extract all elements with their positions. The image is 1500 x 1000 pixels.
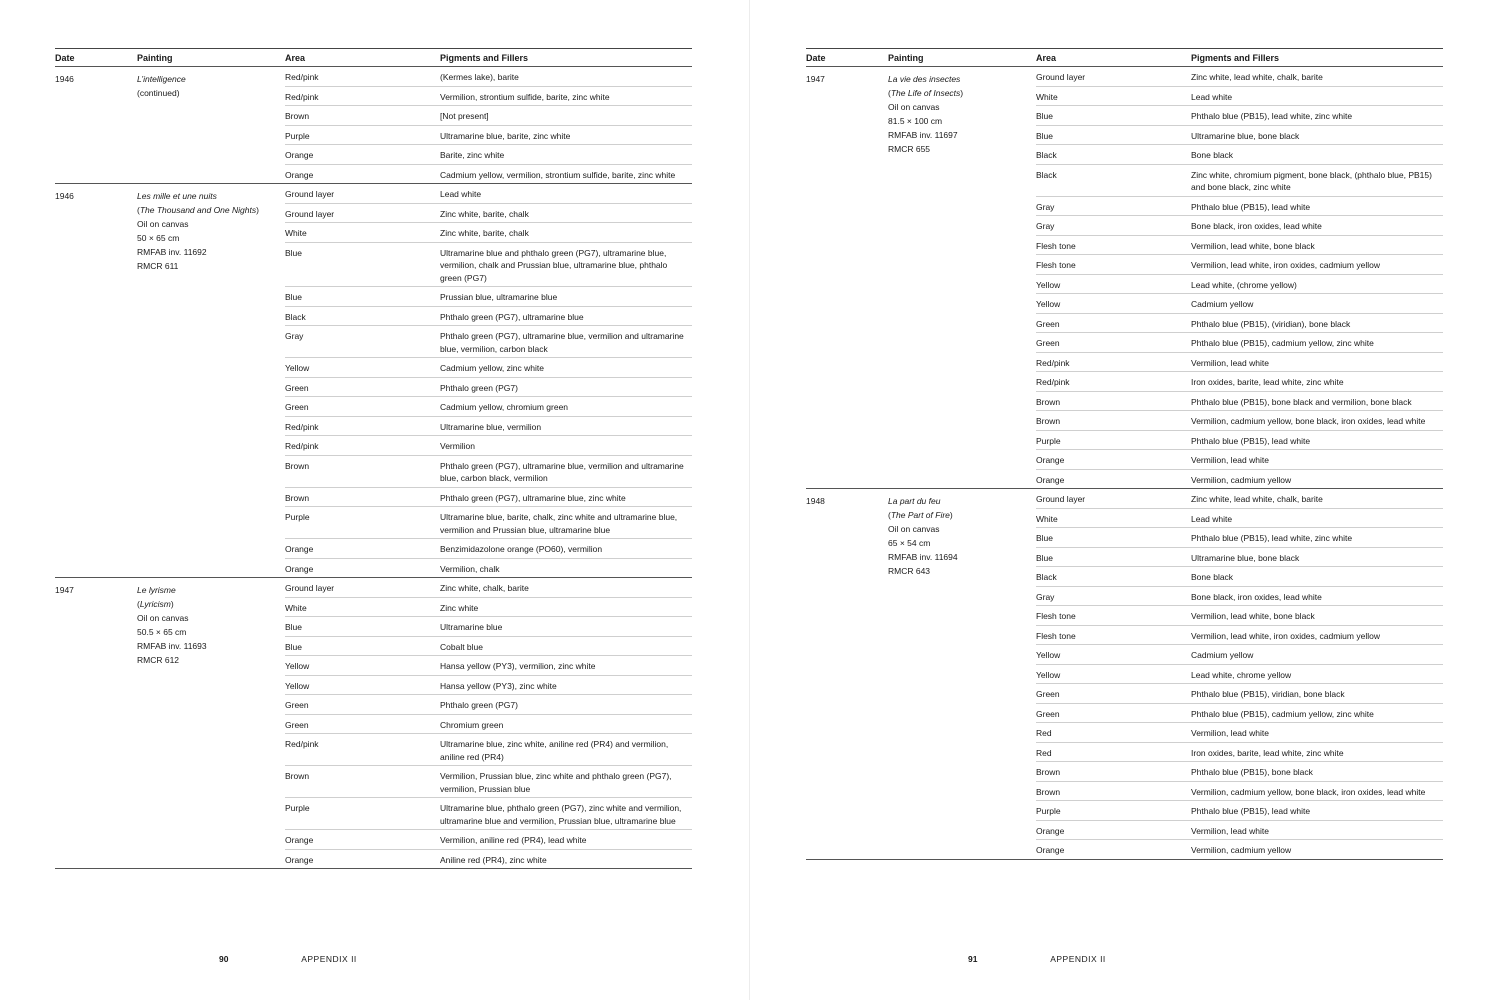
painting-detail: RMCR 643 xyxy=(888,566,931,576)
area-cell: Blue xyxy=(285,622,303,632)
table-row xyxy=(1036,371,1443,391)
painting-title-english-line: (The Thousand and One Nights) xyxy=(137,205,259,215)
painting-date: 1948 xyxy=(806,496,825,506)
area-cell: White xyxy=(1036,513,1058,524)
area-cell: Red xyxy=(1036,747,1052,758)
table-row xyxy=(1036,274,1443,294)
running-footer-label: APPENDIX II xyxy=(1050,954,1106,964)
table-row xyxy=(1036,839,1443,859)
painting-info xyxy=(137,72,186,100)
table-row xyxy=(285,377,692,397)
pigments-cell: Vermilion, aniline red (PR4), lead white xyxy=(440,835,587,845)
footer-left xyxy=(219,954,357,964)
painting-detail: RMCR 612 xyxy=(137,655,180,665)
table-row xyxy=(1036,566,1443,586)
area-cell: Green xyxy=(285,382,309,393)
area-cell: Ground layer xyxy=(285,208,335,219)
area-cell: Ground layer xyxy=(285,189,335,199)
table-row xyxy=(1036,86,1443,106)
pigments-cell: Vermilion, cadmium yellow xyxy=(1191,474,1292,485)
table-row xyxy=(285,829,692,849)
table-row xyxy=(1036,313,1443,333)
pigments-cell: Phthalo green (PG7), ultramarine blue, vermilion and ultramarine blue, carbon black, vermilion xyxy=(440,460,684,483)
painting-detail: 65 × 54 cm xyxy=(888,538,931,548)
area-cell: Purple xyxy=(1036,806,1061,816)
table-row xyxy=(285,849,692,869)
pigments-cell: Zinc white, chromium pigment, bone black, (phthalo blue, PB15) and bone black, zinc white xyxy=(1191,169,1432,192)
area-cell: Blue xyxy=(285,292,303,302)
table-row xyxy=(1036,469,1443,489)
area-cell: Flesh tone xyxy=(1036,260,1076,270)
pigments-cell: Vermilion, strontium sulfide, barite, zinc white xyxy=(440,91,610,102)
area-cell: Brown xyxy=(1036,416,1061,426)
table-header xyxy=(55,48,692,67)
pigments-cell: Phthalo blue (PB15), lead white, zinc white xyxy=(1191,533,1353,543)
area-cell: Brown xyxy=(285,771,310,781)
area-cell: Yellow xyxy=(1036,279,1061,290)
pigments-cell: Phthalo blue (PB15), bone black xyxy=(1191,767,1313,777)
pigments-cell: Phthalo blue (PB15), (viridian), bone black xyxy=(1191,318,1351,329)
pigments-cell: Ultramarine blue and phthalo green (PG7), ultramarine blue, vermilion, chalk and Prussian blue, ultramarine blue, phthalo green (PG7) xyxy=(440,247,668,283)
table-row xyxy=(1036,703,1443,723)
pigments-cell: Zinc white, barite, chalk xyxy=(440,208,529,219)
pigments-cell: Ultramarine blue, bone black xyxy=(1191,130,1300,141)
painting-group xyxy=(806,67,1443,489)
table-row xyxy=(285,675,692,695)
painting-title-english: Lyricism xyxy=(139,599,171,609)
page-number: 91 xyxy=(968,954,978,964)
area-cell: Brown xyxy=(285,460,310,471)
pigments-cell: Phthalo blue (PB15), lead white xyxy=(1191,201,1311,212)
area-cell: Blue xyxy=(1036,552,1054,563)
area-cell: Red xyxy=(1036,728,1052,738)
table-row xyxy=(285,67,692,86)
painting-title: Les mille et une nuits xyxy=(137,191,217,201)
pigments-cell: Bone black, iron oxides, lead white xyxy=(1191,221,1322,231)
table-row xyxy=(1036,391,1443,411)
area-cell: Brown xyxy=(285,492,310,503)
pigments-cell: Hansa yellow (PY3), zinc white xyxy=(440,680,557,691)
area-cell: Gray xyxy=(285,331,304,341)
area-cell: Red/pink xyxy=(285,421,319,432)
pigments-cell: Vermilion, lead white, iron oxides, cadmium yellow xyxy=(1191,260,1380,270)
painting-title-english-line: (The Life of Insects) xyxy=(888,88,964,98)
area-cell: Black xyxy=(1036,150,1057,160)
pigments-cell: Hansa yellow (PY3), vermilion, zinc white xyxy=(440,661,596,671)
table-row xyxy=(285,416,692,436)
area-cell: Purple xyxy=(285,803,310,813)
table-row xyxy=(285,733,692,765)
area-cell: Flesh tone xyxy=(1036,611,1076,621)
pigments-cell: Vermilion, lead white xyxy=(1191,728,1269,738)
painting-info xyxy=(888,72,963,156)
pigments-cell: Zinc white, lead white, chalk, barite xyxy=(1191,494,1323,504)
area-cell: Red/pink xyxy=(285,441,319,451)
area-cell: Orange xyxy=(1036,474,1065,485)
area-cell: Yellow xyxy=(1036,299,1061,309)
painting-date: 1946 xyxy=(55,74,74,84)
table-row xyxy=(285,125,692,145)
painting-title-english: The Part of Fire xyxy=(890,510,950,520)
area-cell: Yellow xyxy=(1036,650,1061,660)
pigments-cell: Cadmium yellow xyxy=(1191,299,1254,309)
pigments-cell: Ultramarine blue xyxy=(440,622,503,632)
area-cell: Green xyxy=(285,402,309,412)
painting-title-english: The Thousand and One Nights xyxy=(139,205,257,215)
area-cell: White xyxy=(285,228,307,238)
pigments-cell: Vermilion, lead white xyxy=(1191,357,1269,368)
table-row xyxy=(285,435,692,455)
painting-date: 1946 xyxy=(55,191,74,201)
area-cell: Red/pink xyxy=(285,72,319,82)
painting-detail: RMCR 655 xyxy=(888,144,931,154)
area-cell: Purple xyxy=(1036,435,1061,446)
page-number: 90 xyxy=(219,954,229,964)
table-row xyxy=(285,164,692,184)
pigments-cell: Vermilion, Prussian blue, zinc white and phthalo green (PG7), vermilion, Prussian blue xyxy=(440,771,672,794)
painting-detail: RMFAB inv. 11692 xyxy=(137,247,207,257)
painting-title: La part du feu xyxy=(888,496,941,506)
area-cell: Red/pink xyxy=(1036,377,1070,387)
table-row xyxy=(285,655,692,675)
table-row xyxy=(285,597,692,617)
table-row xyxy=(1036,352,1443,372)
table-row xyxy=(1036,625,1443,645)
table-row xyxy=(1036,820,1443,840)
pigments-cell: Vermilion, lead white, iron oxides, cadmium yellow xyxy=(1191,630,1380,641)
area-cell: Orange xyxy=(285,169,314,180)
painting-detail: 50.5 × 65 cm xyxy=(137,627,187,637)
table-row xyxy=(1036,105,1443,125)
area-cell: Green xyxy=(1036,708,1060,719)
painting-detail: Oil on canvas xyxy=(137,613,189,623)
table-row xyxy=(285,616,692,636)
area-cell: Orange xyxy=(285,835,314,845)
painting-detail: RMFAB inv. 11697 xyxy=(888,130,958,140)
pigments-cell: Phthalo blue (PB15), lead white xyxy=(1191,806,1311,816)
table-row xyxy=(1036,196,1443,216)
pigments-cell: Iron oxides, barite, lead white, zinc white xyxy=(1191,747,1344,758)
pigments-cell: Bone black xyxy=(1191,572,1234,582)
pigments-cell: Phthalo blue (PB15), cadmium yellow, zinc white xyxy=(1191,708,1374,719)
header-area: Area xyxy=(1036,53,1057,63)
table-row xyxy=(1036,235,1443,255)
pigments-cell: Lead white, (chrome yellow) xyxy=(1191,279,1297,290)
sample-rows xyxy=(285,67,692,183)
pigments-cell: Vermilion, lead white xyxy=(1191,455,1269,465)
pigments-cell: Zinc white xyxy=(440,602,479,613)
pigments-cell: Vermilion, lead white, bone black xyxy=(1191,240,1315,251)
table-row xyxy=(285,714,692,734)
painting-info xyxy=(137,583,207,667)
header-date: Date xyxy=(806,53,826,63)
area-cell: Orange xyxy=(1036,455,1065,465)
table-row xyxy=(1036,144,1443,164)
painting-detail: Oil on canvas xyxy=(888,524,940,534)
pigments-cell: Ultramarine blue, barite, zinc white xyxy=(440,130,571,141)
table-row xyxy=(1036,164,1443,196)
table-row xyxy=(1036,125,1443,145)
area-cell: Ground layer xyxy=(1036,72,1086,82)
painting-date: 1947 xyxy=(55,585,74,595)
pigments-cell: Vermilion, lead white xyxy=(1191,825,1269,836)
pigments-cell: Cadmium yellow xyxy=(1191,650,1254,660)
pigments-cell: Vermilion, cadmium yellow, bone black, iron oxides, lead white xyxy=(1191,416,1426,426)
painting-title: L’intelligence xyxy=(137,74,186,84)
pigments-cell: Phthalo blue (PB15), bone black and vermilion, bone black xyxy=(1191,396,1412,407)
pigments-cell: Vermilion, cadmium yellow xyxy=(1191,845,1292,855)
table-row xyxy=(1036,410,1443,430)
painting-detail: Oil on canvas xyxy=(888,102,940,112)
area-cell: Green xyxy=(1036,338,1060,348)
pigments-cell: Phthalo blue (PB15), lead white, zinc white xyxy=(1191,111,1353,121)
painting-title: La vie des insectes xyxy=(888,74,961,84)
table-row xyxy=(1036,489,1443,508)
area-cell: Black xyxy=(1036,572,1057,582)
painting-group xyxy=(55,184,692,578)
header-painting: Painting xyxy=(137,53,173,63)
area-cell: Purple xyxy=(285,130,310,141)
painting-group xyxy=(55,578,692,869)
area-cell: Ground layer xyxy=(285,583,335,593)
pigments-cell: Cobalt blue xyxy=(440,641,484,652)
pigments-cell: Phthalo green (PG7) xyxy=(440,700,518,710)
area-cell: Brown xyxy=(1036,396,1061,407)
area-cell: Ground layer xyxy=(1036,494,1086,504)
area-cell: Blue xyxy=(1036,533,1054,543)
pigments-cell: Zinc white, chalk, barite xyxy=(440,583,529,593)
area-cell: Purple xyxy=(285,512,310,522)
table-row xyxy=(1036,586,1443,606)
table-row xyxy=(285,578,692,597)
area-cell: White xyxy=(285,602,307,613)
painting-detail: RMFAB inv. 11694 xyxy=(888,552,958,562)
pigments-cell: Ultramarine blue, zinc white, aniline red (PR4) and vermilion, aniline red (PR4) xyxy=(440,739,669,762)
table-row xyxy=(285,797,692,829)
area-cell: Brown xyxy=(1036,767,1061,777)
painting-detail: 81.5 × 100 cm xyxy=(888,116,943,126)
table-row xyxy=(1036,547,1443,567)
area-cell: Green xyxy=(1036,689,1060,699)
area-cell: Brown xyxy=(285,111,310,121)
pigments-cell: Vermilion xyxy=(440,441,475,451)
table-row xyxy=(285,765,692,797)
table-row xyxy=(285,455,692,487)
table-body xyxy=(55,67,692,869)
painting-title-english-line: (Lyricism) xyxy=(137,599,174,609)
painting-info xyxy=(888,494,958,578)
pigments-cell: Phthalo blue (PB15), cadmium yellow, zinc white xyxy=(1191,338,1374,348)
pigments-cell: Zinc white, barite, chalk xyxy=(440,228,529,238)
table-row xyxy=(1036,527,1443,547)
area-cell: Orange xyxy=(285,150,314,160)
pigments-cell: Ultramarine blue, vermilion xyxy=(440,421,542,432)
area-cell: Brown xyxy=(1036,786,1061,797)
table-row xyxy=(285,144,692,164)
area-cell: Green xyxy=(285,719,309,730)
table-body xyxy=(806,67,1443,860)
pigments-cell: Ultramarine blue, bone black xyxy=(1191,552,1300,563)
pigments-cell: Phthalo green (PG7), ultramarine blue, zinc white xyxy=(440,492,626,503)
pigments-cell: Cadmium yellow, vermilion, strontium sulfide, barite, zinc white xyxy=(440,169,676,180)
pigments-cell: Aniline red (PR4), zinc white xyxy=(440,854,547,865)
pigments-cell: Cadmium yellow, zinc white xyxy=(440,363,544,373)
area-cell: Yellow xyxy=(1036,669,1061,680)
page-left xyxy=(55,48,692,869)
area-cell: Red/pink xyxy=(285,91,319,102)
header-painting: Painting xyxy=(888,53,924,63)
area-cell: Black xyxy=(1036,169,1057,180)
pigments-cell: Phthalo green (PG7), ultramarine blue xyxy=(440,311,584,322)
table-row xyxy=(285,558,692,578)
table-row xyxy=(285,636,692,656)
painting-detail: RMFAB inv. 11693 xyxy=(137,641,207,651)
pigments-cell: Lead white xyxy=(440,189,482,199)
pigments-cell: Benzimidazolone orange (PO60), vermilion xyxy=(440,544,603,554)
area-cell: Gray xyxy=(1036,591,1055,602)
table-header xyxy=(806,48,1443,67)
area-cell: Flesh tone xyxy=(1036,630,1076,641)
table-row xyxy=(285,396,692,416)
area-cell: Green xyxy=(1036,318,1060,329)
table-row xyxy=(285,286,692,306)
header-date: Date xyxy=(55,53,75,63)
table-row xyxy=(1036,800,1443,820)
table-row xyxy=(1036,664,1443,684)
pigments-cell: Vermilion, cadmium yellow, bone black, iron oxides, lead white xyxy=(1191,786,1426,797)
table-row xyxy=(285,357,692,377)
table-row xyxy=(1036,449,1443,469)
sample-rows xyxy=(285,578,692,868)
table-row xyxy=(1036,215,1443,235)
pigments-cell: Phthalo blue (PB15), viridian, bone black xyxy=(1191,689,1345,699)
area-cell: White xyxy=(1036,91,1058,102)
table-row xyxy=(1036,781,1443,801)
header-pigments: Pigments and Fillers xyxy=(1191,53,1280,63)
pigments-cell: Lead white, chrome yellow xyxy=(1191,669,1292,680)
table-row xyxy=(285,203,692,223)
table-row xyxy=(1036,742,1443,762)
area-cell: Red/pink xyxy=(285,739,319,749)
table-row xyxy=(285,694,692,714)
area-cell: Green xyxy=(285,700,309,710)
pigments-cell: [Not present] xyxy=(440,111,489,121)
pigments-cell: Vermilion, lead white, bone black xyxy=(1191,611,1315,621)
area-cell: Yellow xyxy=(285,363,310,373)
pigments-cell: Lead white xyxy=(1191,513,1233,524)
painting-group xyxy=(55,67,692,184)
sample-rows xyxy=(1036,489,1443,859)
table-row xyxy=(285,325,692,357)
table-row xyxy=(1036,430,1443,450)
table-row xyxy=(1036,67,1443,86)
area-cell: Orange xyxy=(285,563,314,574)
table-row xyxy=(285,242,692,287)
header-area: Area xyxy=(285,53,306,63)
footer-right xyxy=(968,954,1106,964)
table-row xyxy=(1036,508,1443,528)
table-row xyxy=(1036,293,1443,313)
painting-group xyxy=(806,489,1443,860)
table-row xyxy=(1036,683,1443,703)
table-row xyxy=(1036,332,1443,352)
painting-date: 1947 xyxy=(806,74,825,84)
area-cell: Black xyxy=(285,311,306,322)
table-row xyxy=(1036,644,1443,664)
pigments-cell: Phthalo green (PG7), ultramarine blue, vermilion and ultramarine blue, vermilion, carbon black xyxy=(440,331,684,354)
painting-info xyxy=(137,189,259,273)
table-row xyxy=(285,538,692,558)
area-cell: Blue xyxy=(285,641,303,652)
table-row xyxy=(285,184,692,203)
table-row xyxy=(285,86,692,106)
painting-title-english: The Life of Insects xyxy=(890,88,961,98)
pigments-cell: (Kermes lake), barite xyxy=(440,72,519,82)
table-row xyxy=(285,306,692,326)
pigments-cell: Phthalo blue (PB15), lead white xyxy=(1191,435,1311,446)
table-row xyxy=(1036,605,1443,625)
table-row xyxy=(285,506,692,538)
table-row xyxy=(285,222,692,242)
pigments-cell: Chromium green xyxy=(440,719,504,730)
running-footer-label: APPENDIX II xyxy=(301,954,357,964)
painting-detail: 50 × 65 cm xyxy=(137,233,180,243)
painting-detail: Oil on canvas xyxy=(137,219,189,229)
page-right xyxy=(806,48,1443,860)
area-cell: Yellow xyxy=(285,661,310,671)
area-cell: Yellow xyxy=(285,680,310,691)
table-row xyxy=(1036,254,1443,274)
painting-detail: RMCR 611 xyxy=(137,261,179,271)
pigments-cell: Zinc white, lead white, chalk, barite xyxy=(1191,72,1323,82)
pigments-cell: Bone black xyxy=(1191,150,1234,160)
area-cell: Blue xyxy=(1036,111,1054,121)
area-cell: Blue xyxy=(285,247,303,258)
pigments-cell: Iron oxides, barite, lead white, zinc white xyxy=(1191,377,1344,387)
area-cell: Flesh tone xyxy=(1036,240,1076,251)
pigments-cell: Ultramarine blue, phthalo green (PG7), zinc white and vermilion, ultramarine blue and vermilion, Prussian blue, ultramarine blue xyxy=(440,803,682,826)
area-cell: Gray xyxy=(1036,221,1055,231)
sample-rows xyxy=(1036,67,1443,488)
table-row xyxy=(1036,722,1443,742)
pigments-cell: Barite, zinc white xyxy=(440,150,505,160)
pigments-cell: Ultramarine blue, barite, chalk, zinc white and ultramarine blue, vermilion and Prussian blue, ultramarine blue xyxy=(440,512,678,535)
painting-title: Le lyrisme xyxy=(137,585,176,595)
table-row xyxy=(1036,761,1443,781)
sample-rows xyxy=(285,184,692,577)
painting-title-english-line: (The Part of Fire) xyxy=(888,510,953,520)
table-row xyxy=(285,487,692,507)
pigments-cell: Cadmium yellow, chromium green xyxy=(440,402,569,412)
area-cell: Orange xyxy=(1036,845,1065,855)
painting-detail: (continued) xyxy=(137,88,180,98)
pigments-cell: Phthalo green (PG7) xyxy=(440,382,518,393)
area-cell: Blue xyxy=(1036,130,1054,141)
pigments-cell: Vermilion, chalk xyxy=(440,563,500,574)
header-pigments: Pigments and Fillers xyxy=(440,53,529,63)
pigments-cell: Lead white xyxy=(1191,91,1233,102)
area-cell: Orange xyxy=(1036,825,1065,836)
table-row xyxy=(285,105,692,125)
pigments-cell: Prussian blue, ultramarine blue xyxy=(440,292,558,302)
pigments-cell: Bone black, iron oxides, lead white xyxy=(1191,591,1322,602)
spread-gutter xyxy=(749,0,750,1000)
area-cell: Orange xyxy=(285,544,314,554)
area-cell: Gray xyxy=(1036,201,1055,212)
area-cell: Orange xyxy=(285,854,314,865)
area-cell: Red/pink xyxy=(1036,357,1070,368)
